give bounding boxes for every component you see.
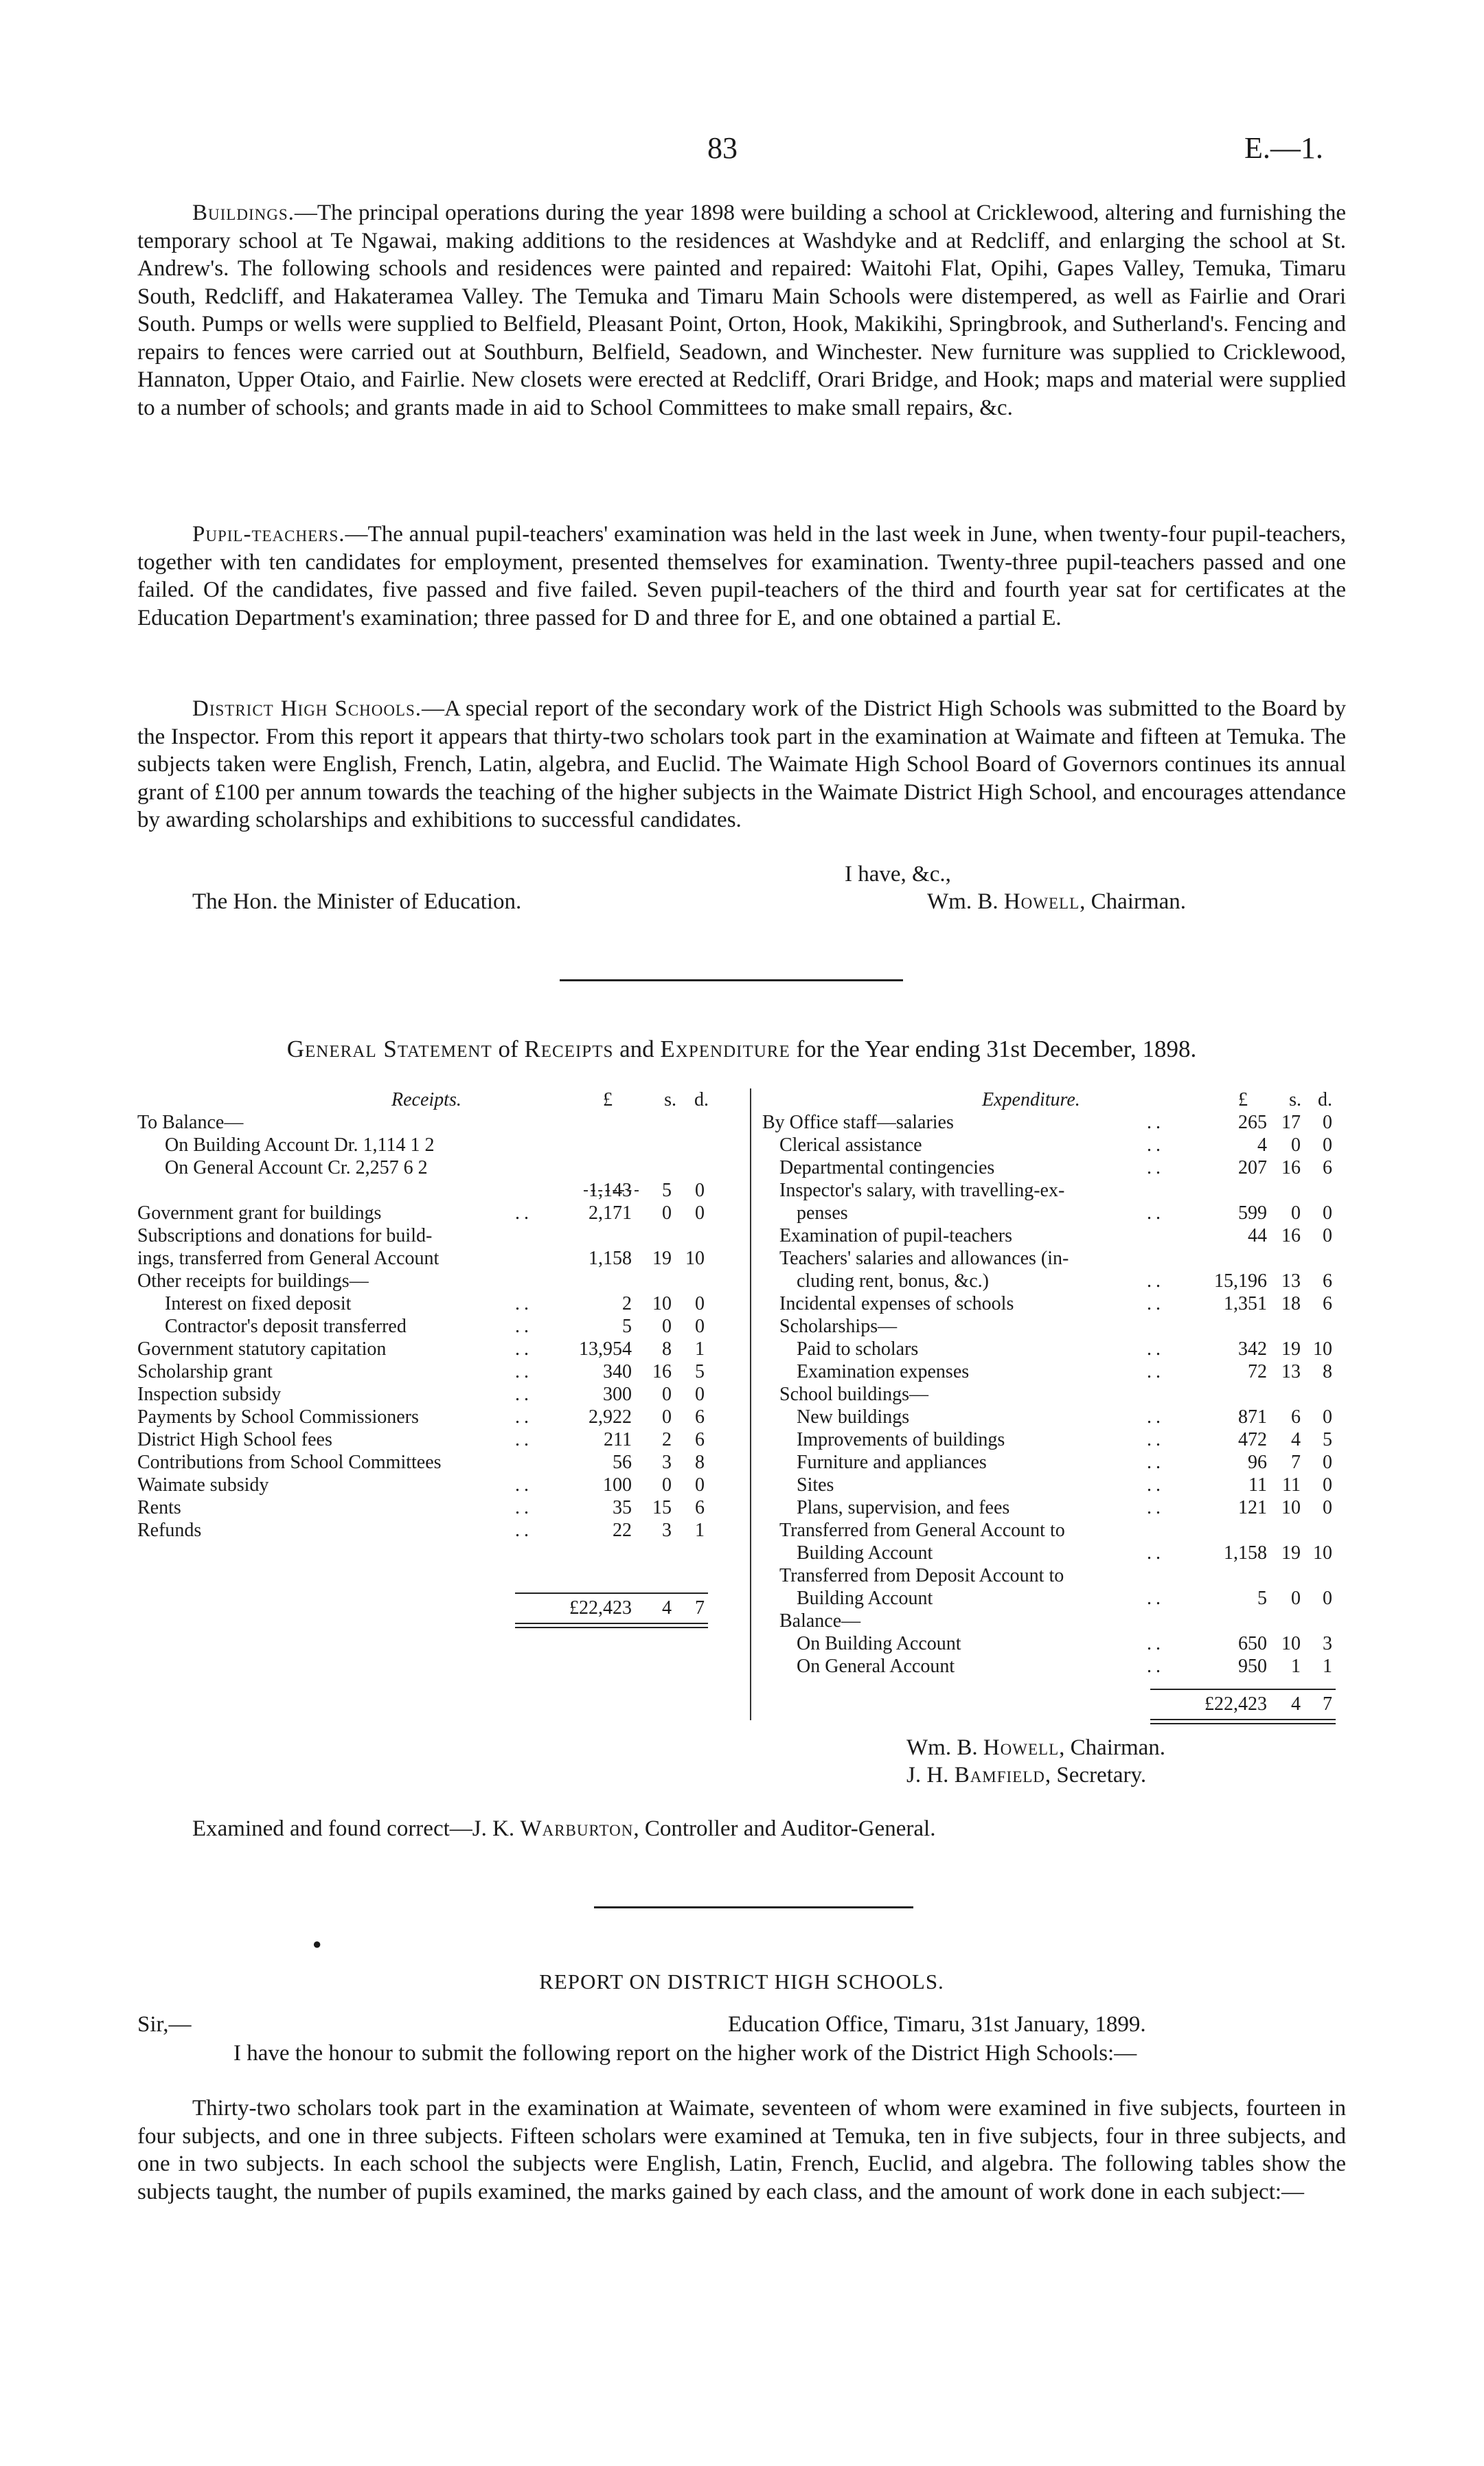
receipt-label: Waimate subsidy: [137, 1474, 269, 1496]
expenditure-row: [762, 1270, 1349, 1292]
letter-addressee: The Hon. the Minister of Education.: [192, 889, 522, 914]
expenditure-label: On Building Account: [797, 1633, 961, 1654]
receipt-label: ings, transferred from General Account: [137, 1248, 440, 1269]
expenditure-pounds: 871: [1238, 1406, 1267, 1428]
receipt-pence: 0: [695, 1202, 705, 1224]
report-paragraph-1: I have the honour to submit the following report on the higher work of the District High Schools:—: [233, 2041, 1137, 2066]
expenditure-pounds: 11: [1248, 1474, 1267, 1496]
receipt-pence: 0: [695, 1180, 705, 1201]
expenditure-row: [762, 1655, 1349, 1678]
receipt-row: [137, 1428, 735, 1451]
leader-dots: ..: [515, 1338, 533, 1360]
expenditure-pence: 0: [1323, 1202, 1332, 1224]
expenditure-pence: 0: [1323, 1452, 1332, 1473]
receipts-table: [137, 1088, 735, 1619]
receipt-row: [137, 1202, 735, 1224]
receipt-row: [137, 1474, 735, 1496]
receipt-shillings: 16: [652, 1361, 672, 1382]
expenditure-shillings: 0: [1291, 1588, 1301, 1609]
leader-dots: ..: [515, 1316, 533, 1337]
expenditure-total-pounds: £22,423: [1205, 1693, 1267, 1715]
expenditure-label: Teachers' salaries and allowances (in-: [779, 1248, 1069, 1269]
expenditure-shillings: 16: [1281, 1225, 1301, 1246]
total-rule-top: [515, 1592, 708, 1594]
leader-dots: ..: [1147, 1338, 1165, 1360]
receipt-row: [137, 1247, 735, 1270]
receipt-label: On Building Account Dr. 1,114 1 2: [165, 1134, 435, 1156]
receipt-pence: 8: [695, 1452, 705, 1473]
expenditure-pounds: 4: [1257, 1134, 1267, 1156]
expenditure-label: Incidental expenses of schools: [779, 1293, 1014, 1314]
receipt-row: [137, 1496, 735, 1519]
receipt-label: To Balance—: [137, 1112, 244, 1133]
expenditure-shillings: 11: [1282, 1474, 1301, 1496]
expenditure-label: cluding rent, bonus, &c.): [797, 1270, 989, 1292]
expenditure-pounds: 5: [1257, 1588, 1267, 1609]
expenditure-shillings: 6: [1291, 1406, 1301, 1428]
expenditure-shillings: 4: [1291, 1429, 1301, 1450]
receipt-shillings: 10: [652, 1293, 672, 1314]
receipt-pence: 0: [695, 1293, 705, 1314]
signature-chairman: Wm. B. Howell, Chairman.: [906, 1735, 1166, 1760]
receipt-pounds: 5: [622, 1316, 632, 1337]
expenditure-label: Sites: [797, 1474, 834, 1496]
receipt-pence: 1: [695, 1338, 705, 1360]
expenditure-pence: 10: [1313, 1542, 1332, 1564]
receipt-pence: 5: [695, 1361, 705, 1382]
expenditure-label: Departmental contingencies: [779, 1157, 995, 1178]
expenditure-pence: 5: [1323, 1429, 1332, 1450]
expenditure-pounds: 650: [1238, 1633, 1267, 1654]
expenditure-shillings: 17: [1281, 1112, 1301, 1133]
leader-dots: ..: [515, 1497, 533, 1518]
expenditure-total-row: [762, 1693, 1349, 1715]
paragraph-text: —The annual pupil-teachers' examination was held in the last week in June, when twenty-four pupil-teachers, together with ten candidates for employment, presented themselves for examination. Twenty-three pupil-teachers passed and one failed. Of the candidates, five passed and five failed. Seven pupil-teachers of the third and fourth year sat for certificates at the Education Department's examination; three passed for D and three for E, and one obtained a partial E.: [137, 522, 1346, 630]
expenditure-shillings: 0: [1291, 1134, 1301, 1156]
expenditure-pence: 0: [1323, 1225, 1332, 1246]
expenditure-label: Transferred from General Account to: [779, 1520, 1065, 1541]
leader-dots: ..: [1147, 1157, 1165, 1178]
expenditure-label: Plans, supervision, and fees: [797, 1497, 1010, 1518]
receipt-row: [137, 1406, 735, 1428]
receipt-pence: 6: [695, 1497, 705, 1518]
receipt-pounds: 2,922: [589, 1406, 632, 1428]
expenditure-pence: 3: [1323, 1633, 1332, 1654]
receipt-label: Contractor's deposit transferred: [165, 1316, 407, 1337]
leader-dots: ..: [515, 1293, 533, 1314]
audit-line: Examined and found correct—J. K. Warburton, Controller and Auditor-General.: [192, 1816, 936, 1841]
receipt-shillings: 0: [662, 1202, 672, 1224]
expenditure-label: Balance—: [779, 1610, 861, 1632]
receipt-shillings: 15: [652, 1497, 672, 1518]
expenditure-pounds: 72: [1248, 1361, 1267, 1382]
receipt-row: [137, 1383, 735, 1406]
expenditure-row: [762, 1451, 1349, 1474]
expenditure-label: Inspector's salary, with travelling-ex-: [779, 1180, 1065, 1201]
receipt-total-pence: 7: [695, 1597, 705, 1619]
receipt-pence: 10: [685, 1248, 705, 1269]
divider: [594, 1906, 913, 1908]
receipt-pounds: 100: [603, 1474, 632, 1496]
expenditure-row: [762, 1474, 1349, 1496]
receipt-label: Other receipts for buildings—: [137, 1270, 369, 1292]
receipt-pence: 0: [695, 1316, 705, 1337]
letter-have: I have, &c.,: [845, 862, 951, 887]
receipt-pounds: 56: [613, 1452, 632, 1473]
receipt-pounds: 22: [613, 1520, 632, 1541]
report-dateline: Education Office, Timaru, 31st January, 1899.: [728, 2012, 1146, 2037]
pence-heading: d.: [1318, 1089, 1332, 1110]
expenditure-row: [762, 1179, 1349, 1202]
receipt-label: Interest on fixed deposit: [165, 1293, 352, 1314]
receipt-pence: 1: [695, 1520, 705, 1541]
expenditure-shillings: 19: [1281, 1542, 1301, 1564]
expenditure-label: Paid to scholars: [797, 1338, 919, 1360]
paragraph-lead: Buildings.: [192, 201, 295, 225]
receipt-row: [137, 1360, 735, 1383]
expenditure-label: Building Account: [797, 1542, 933, 1564]
receipt-pounds: 1,143: [589, 1180, 632, 1201]
leader-dots: ..: [1147, 1134, 1165, 1156]
expenditure-pence: 6: [1323, 1157, 1332, 1178]
stray-dot: ●: [312, 1935, 322, 1952]
expenditure-pence: 1: [1323, 1656, 1332, 1677]
receipt-row: [137, 1270, 735, 1292]
receipt-label: District High School fees: [137, 1429, 332, 1450]
expenditure-label: Examination of pupil-teachers: [779, 1225, 1012, 1246]
statement-title: General Statement of Receipts and Expenditure for the Year ending 31st December, 1898.: [286, 1036, 1197, 1062]
receipt-label: On General Account Cr. 2,257 6 2: [165, 1157, 428, 1178]
expenditure-row: [762, 1224, 1349, 1247]
receipt-row: [137, 1315, 735, 1338]
leader-dots: ..: [1147, 1542, 1165, 1564]
receipt-row: [137, 1111, 735, 1134]
expenditure-pounds: 599: [1238, 1202, 1267, 1224]
paragraph-pupil-teachers: [137, 521, 1346, 632]
receipt-pounds: 211: [604, 1429, 632, 1450]
letter-signature: Wm. B. Howell, Chairman.: [927, 889, 1187, 914]
leader-dots: ..: [1147, 1588, 1165, 1609]
expenditure-pence: 8: [1323, 1361, 1332, 1382]
expenditure-row: [762, 1519, 1349, 1542]
receipt-shillings: 0: [662, 1474, 672, 1496]
receipt-label: Government grant for buildings: [137, 1202, 382, 1224]
signature-secretary: J. H. Bamfield, Secretary.: [906, 1763, 1147, 1788]
receipt-label: Contributions from School Committees: [137, 1452, 442, 1473]
receipt-row: [137, 1292, 735, 1315]
receipt-shillings: 0: [662, 1406, 672, 1428]
leader-dots: ..: [515, 1361, 533, 1382]
expenditure-pounds: 44: [1248, 1225, 1267, 1246]
expenditure-row: [762, 1338, 1349, 1360]
report-paragraph-2: Thirty-two scholars took part in the examination at Waimate, seventeen of whom were examined in five subjects, fourteen in four subjects, and one in three subjects. Fifteen scholars were examined at Temuka, ten in five subjects, four in three subjects, and one in two subjects. In each school the subjects were English, Latin, French, Euclid, and algebra. The following tables show the subjects taught, the number of pupils examined, the marks gained by each class, and the amount of work done in each subject:—: [137, 2096, 1346, 2204]
receipt-row: [137, 1179, 735, 1202]
paragraph-text: —A special report of the secondary work of the District High Schools was submitted to the Board by the Inspector. From this report it appears that thirty-two scholars took part in the examination at Waimate and fifteen at Temuka. The subjects taken were English, French, Latin, algebra, and Euclid. The Waimate High School Board of Governors continues its annual grant of £100 per annum towards the teaching of the higher subjects in the Waimate District High School, and encourages attendance by awarding scholarships and exhibitions to successful candidates.: [137, 696, 1346, 832]
pence-heading: d.: [694, 1089, 709, 1110]
total-rule-bottom: [515, 1627, 708, 1628]
expenditure-pounds: 265: [1238, 1112, 1267, 1133]
expenditure-row: [762, 1542, 1349, 1564]
leader-dots: ..: [515, 1429, 533, 1450]
leader-dots: ..: [1147, 1429, 1165, 1450]
receipt-shillings: 2: [662, 1429, 672, 1450]
expenditure-label: On General Account: [797, 1656, 955, 1677]
leader-dots: ..: [1147, 1406, 1165, 1428]
receipt-row: [137, 1451, 735, 1474]
expenditure-label: School buildings—: [779, 1384, 929, 1405]
expenditure-row: [762, 1496, 1349, 1519]
receipt-shillings: 5: [662, 1180, 672, 1201]
expenditure-row: [762, 1610, 1349, 1632]
leader-dots: ..: [1147, 1293, 1165, 1314]
expenditure-row: [762, 1564, 1349, 1587]
paragraph-lead: District High Schools.: [192, 696, 422, 721]
expenditure-row: [762, 1111, 1349, 1134]
divider: [560, 979, 903, 981]
receipt-shillings: 0: [662, 1384, 672, 1405]
expenditure-row: [762, 1247, 1349, 1270]
expenditure-pence: 0: [1323, 1588, 1332, 1609]
expenditure-pounds: 950: [1238, 1656, 1267, 1677]
receipt-label: Refunds: [137, 1520, 202, 1541]
expenditure-row: [762, 1383, 1349, 1406]
expenditure-row: [762, 1134, 1349, 1156]
receipt-total-row: [137, 1597, 735, 1619]
expenditure-table: [762, 1088, 1349, 1715]
expenditure-label: Transferred from Deposit Account to: [779, 1565, 1064, 1586]
leader-dots: ..: [1147, 1656, 1165, 1677]
receipt-label: Subscriptions and donations for build-: [137, 1225, 433, 1246]
receipt-pounds: 2: [622, 1293, 632, 1314]
leader-dots: ..: [515, 1520, 533, 1541]
paragraph-district-high-schools: [137, 695, 1346, 834]
expenditure-label: By Office staff—salaries: [762, 1112, 954, 1133]
expenditure-total-shillings: 4: [1291, 1693, 1301, 1715]
receipt-label: Inspection subsidy: [137, 1384, 282, 1405]
receipt-shillings: 0: [662, 1316, 672, 1337]
expenditure-shillings: 7: [1291, 1452, 1301, 1473]
expenditure-pounds: 472: [1238, 1429, 1267, 1450]
expenditure-pence: 0: [1323, 1497, 1332, 1518]
receipt-pounds: 2,171: [589, 1202, 632, 1224]
expenditure-pounds: 15,196: [1214, 1270, 1267, 1292]
expenditure-row: [762, 1406, 1349, 1428]
expenditure-shillings: 10: [1281, 1497, 1301, 1518]
leader-dots: ..: [1147, 1270, 1165, 1292]
receipt-total-pounds: £22,423: [569, 1597, 632, 1619]
report-salutation: Sir,—: [137, 2012, 192, 2037]
receipt-pounds: 300: [603, 1384, 632, 1405]
leader-dots: ..: [515, 1474, 533, 1496]
expenditure-row: [762, 1360, 1349, 1383]
receipt-shillings: 3: [662, 1452, 672, 1473]
expenditure-pence: 6: [1323, 1270, 1332, 1292]
expenditure-row: [762, 1315, 1349, 1338]
receipt-shillings: 8: [662, 1338, 672, 1360]
expenditure-row: [762, 1587, 1349, 1610]
expenditure-label: New buildings: [797, 1406, 910, 1428]
pounds-heading: £: [1238, 1089, 1248, 1110]
expenditure-row: [762, 1292, 1349, 1315]
receipt-pence: 0: [695, 1474, 705, 1496]
expenditure-total-pence: 7: [1323, 1693, 1332, 1715]
receipt-total-shillings: 4: [662, 1597, 672, 1619]
expenditure-pounds: 1,158: [1224, 1542, 1267, 1564]
receipt-shillings: 3: [662, 1520, 672, 1541]
total-rule-bottom: [1150, 1719, 1336, 1720]
total-rule-bottom: [515, 1623, 708, 1624]
expenditure-row: [762, 1156, 1349, 1179]
shillings-heading: s.: [1289, 1089, 1301, 1110]
expenditure-pounds: 96: [1248, 1452, 1267, 1473]
receipt-label: Government statutory capitation: [137, 1338, 387, 1360]
paragraph-lead: Pupil-teachers.: [192, 522, 345, 547]
expenditure-label: Building Account: [797, 1588, 933, 1609]
leader-dots: ..: [1147, 1202, 1165, 1224]
expenditure-label: penses: [797, 1202, 848, 1224]
expenditure-pence: 0: [1323, 1406, 1332, 1428]
receipt-pence: 6: [695, 1406, 705, 1428]
total-rule-bottom: [1150, 1723, 1336, 1724]
expenditure-shillings: 16: [1281, 1157, 1301, 1178]
receipt-row: [137, 1519, 735, 1542]
receipt-label: Payments by School Commissioners: [137, 1406, 419, 1428]
receipt-pence: 0: [695, 1384, 705, 1405]
receipt-pounds: 1,158: [589, 1248, 632, 1269]
leader-dots: ..: [1147, 1474, 1165, 1496]
receipt-row: [137, 1338, 735, 1360]
leader-dots: ..: [1147, 1633, 1165, 1654]
expenditure-shillings: 19: [1281, 1338, 1301, 1360]
page-number: 83: [707, 131, 738, 165]
expenditure-shillings: 13: [1281, 1270, 1301, 1292]
receipt-label: Rents: [137, 1497, 181, 1518]
expenditure-pounds: 342: [1238, 1338, 1267, 1360]
column-divider: [750, 1088, 751, 1720]
expenditure-header-row: [762, 1088, 1349, 1111]
leader-dots: ..: [515, 1384, 533, 1405]
paragraph-buildings: [137, 199, 1346, 422]
leader-dots: ..: [1147, 1112, 1165, 1133]
receipts-heading: Receipts.: [391, 1089, 461, 1110]
expenditure-pence: 10: [1313, 1338, 1332, 1360]
expenditure-label: Improvements of buildings: [797, 1429, 1005, 1450]
receipt-pence: 6: [695, 1429, 705, 1450]
expenditure-label: Examination expenses: [797, 1361, 970, 1382]
expenditure-label: Furniture and appliances: [797, 1452, 987, 1473]
expenditure-row: [762, 1202, 1349, 1224]
receipt-label: Scholarship grant: [137, 1361, 273, 1382]
expenditure-pence: 6: [1323, 1293, 1332, 1314]
expenditure-pounds: 121: [1238, 1497, 1267, 1518]
leader-dots: ..: [1147, 1361, 1165, 1382]
receipt-shillings: 19: [652, 1248, 672, 1269]
page-reference: E.—1.: [1244, 131, 1323, 165]
receipt-pounds: 13,954: [579, 1338, 632, 1360]
leader-dots: ..: [1147, 1497, 1165, 1518]
expenditure-label: Scholarships—: [779, 1316, 898, 1337]
expenditure-shillings: 18: [1281, 1293, 1301, 1314]
pounds-heading: £: [603, 1089, 613, 1110]
paragraph-text: —The principal operations during the year 1898 were building a school at Cricklewood, altering and furnishing the temporary school at Te Ngawai, making additions to the residences at Washdyke and at Redcliff, and enlarging the school at St. Andrew's. The following schools and residences were painted and repaired: Waitohi Flat, Opihi, Gapes Valley, Temuka, Timaru South, Redcliff, and Hakateramea Valley. The Temuka and Timaru Main Schools were distempered, as well as Fairlie and Orari South. Pumps or wells were supplied to Belfield, Pleasant Point, Orton, Hook, Makikihi, Springbrook, and Sutherland's. Fencing and repairs to fences were carried out at Southburn, Belfield, Seadown, and Winchester. New furniture was supplied to Cricklewood, Hannaton, Upper Otaio, and Fairlie. New closets were erected at Redcliff, Orari Bridge, and Hook; maps and material were supplied to a number of schools; and grants made in aid to School Committees to make small repairs, &c.: [137, 201, 1346, 420]
leader-dots: ..: [515, 1202, 533, 1224]
expenditure-pounds: 207: [1238, 1157, 1267, 1178]
total-rule-top: [1150, 1689, 1336, 1690]
expenditure-label: Clerical assistance: [779, 1134, 922, 1156]
leader-dots: ..: [515, 1406, 533, 1428]
expenditure-shillings: 13: [1281, 1361, 1301, 1382]
receipt-row: [137, 1134, 735, 1156]
receipt-pounds: 340: [603, 1361, 632, 1382]
expenditure-row: [762, 1632, 1349, 1655]
receipts-header-row: [137, 1088, 735, 1111]
expenditure-pence: 0: [1323, 1474, 1332, 1496]
expenditure-shillings: 0: [1291, 1202, 1301, 1224]
expenditure-row: [762, 1428, 1349, 1451]
report-title: REPORT ON DISTRICT HIGH SCHOOLS.: [539, 1970, 944, 1994]
expenditure-pence: 0: [1323, 1134, 1332, 1156]
expenditure-pence: 0: [1323, 1112, 1332, 1133]
expenditure-pounds: 1,351: [1224, 1293, 1267, 1314]
expenditure-shillings: 1: [1291, 1656, 1301, 1677]
expenditure-heading: Expenditure.: [982, 1089, 1080, 1110]
receipt-row: [137, 1224, 735, 1247]
leader-dots: ..: [1147, 1452, 1165, 1473]
receipt-row: [137, 1156, 735, 1179]
expenditure-shillings: 10: [1281, 1633, 1301, 1654]
shillings-heading: s.: [664, 1089, 676, 1110]
receipt-pounds: 35: [613, 1497, 632, 1518]
